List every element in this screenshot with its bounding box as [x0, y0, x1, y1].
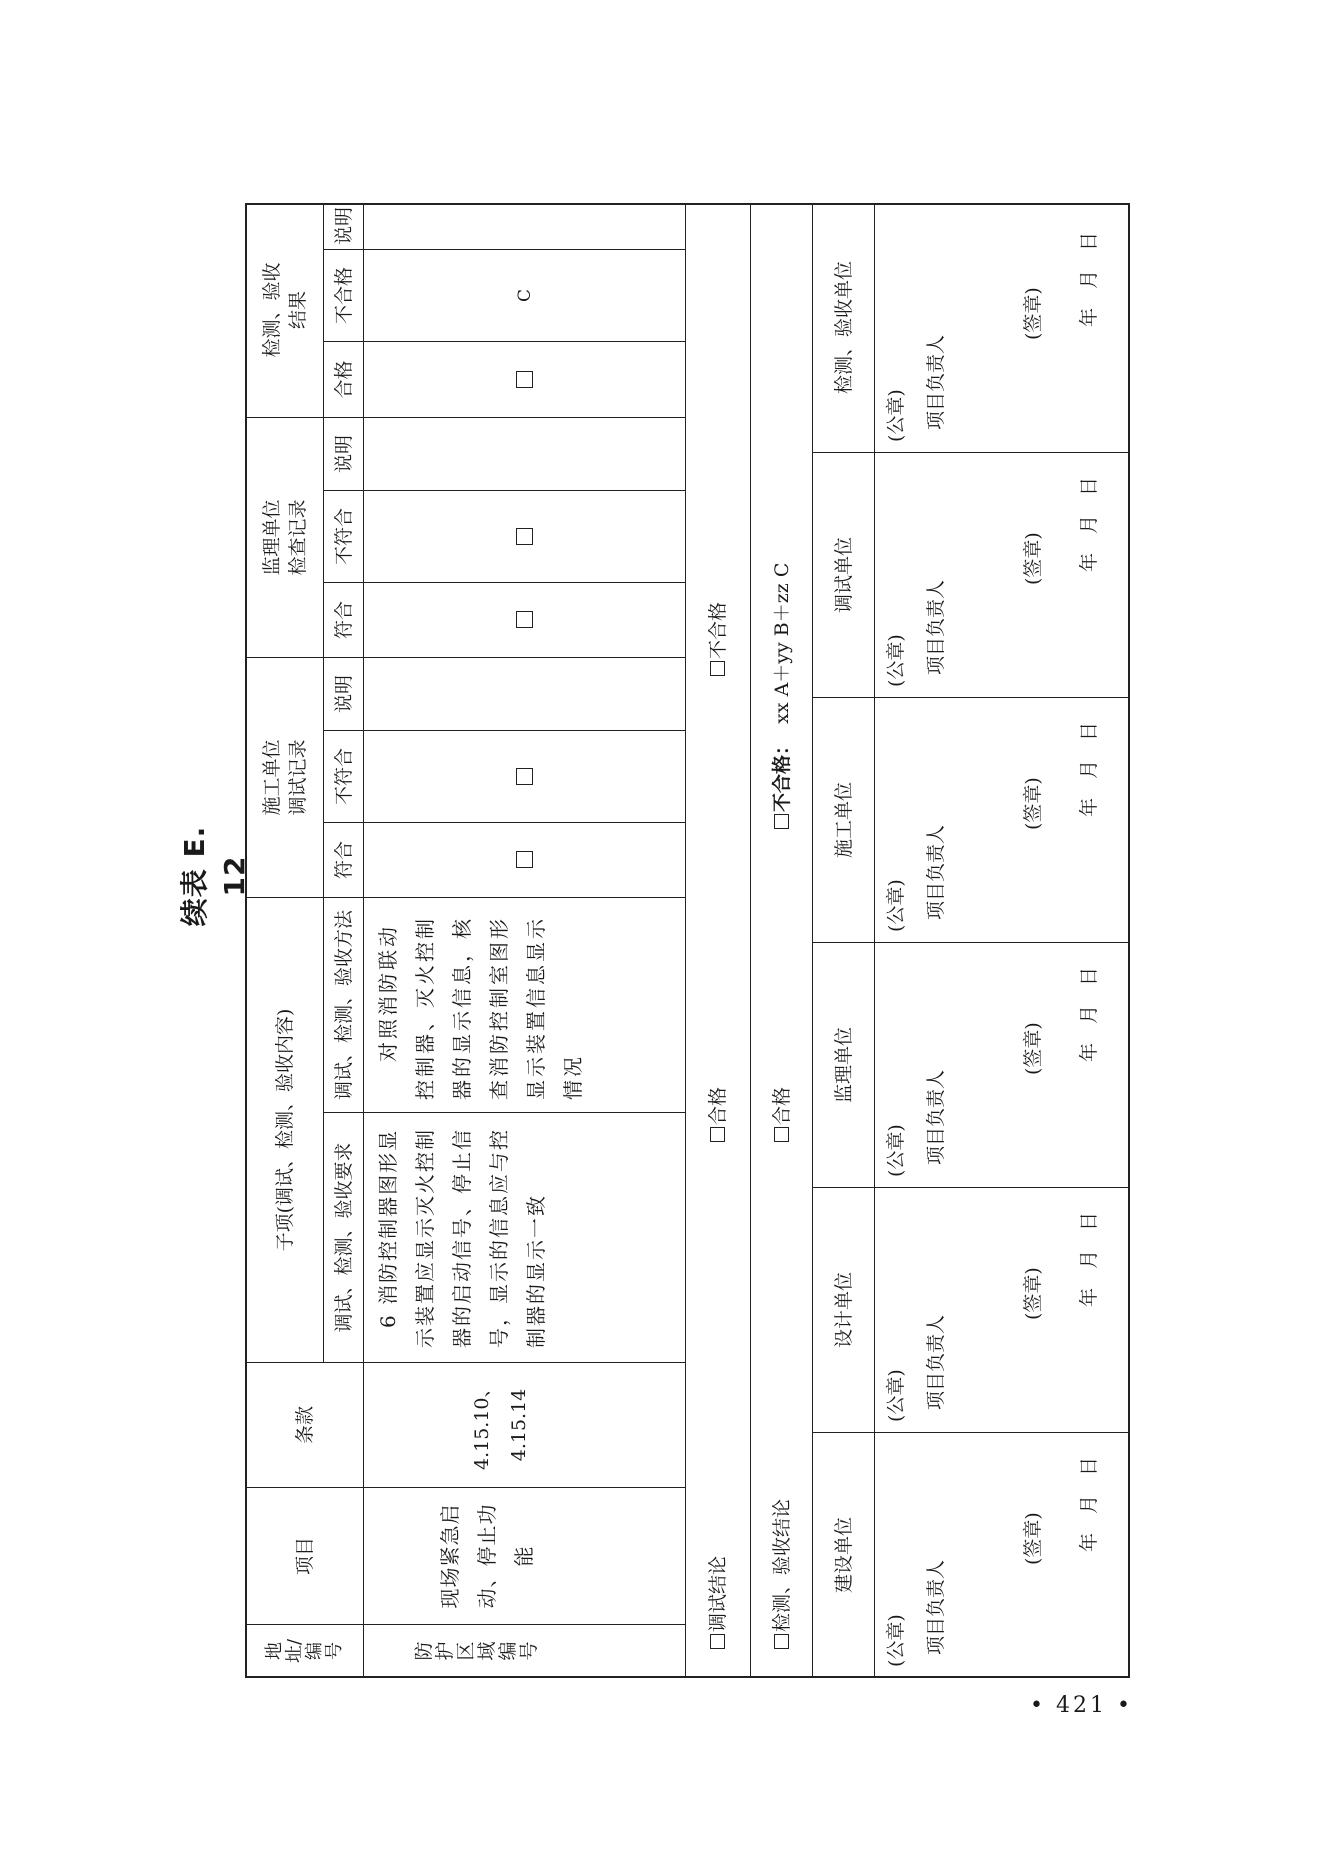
- construction-nonconform-cell: [363, 731, 685, 823]
- header-construction-conform: 符合: [323, 823, 363, 898]
- sign-unit-inspector: 检测、验收单位: [812, 203, 874, 453]
- row-method: 对照消防联动控制器、灭火控制器的显示信息，核查消防控制室图形显示装置信息显示情况: [363, 898, 685, 1113]
- result-qualified-cell: [363, 342, 685, 418]
- supervision-conform-checkbox[interactable]: [516, 612, 533, 629]
- debug-conclusion-label: 调试结论: [705, 1556, 731, 1649]
- supervision-conform-cell: [363, 583, 685, 658]
- signature-cell-designer: (公章) 项目负责人 (签章) 年 月 日: [874, 1188, 1130, 1433]
- debug-qualified-option: 合格: [705, 1087, 731, 1142]
- construction-note-cell: [363, 658, 685, 731]
- result-qualified-checkbox[interactable]: [516, 371, 533, 388]
- debug-unqualified-option: 不合格: [705, 602, 731, 676]
- construction-conform-cell: [363, 823, 685, 898]
- inspect-unqualified-option: 不合格： xx A＋yy B＋zz C: [769, 563, 795, 829]
- row-requirement: 6 消防控制器图形显示装置应显示灭火控制器的启动信号、停止信号，显示的信息应与控制器的显示一致: [363, 1113, 685, 1363]
- debug-conclusion-checkbox[interactable]: [710, 1634, 725, 1649]
- inspect-conclusion-checkbox[interactable]: [774, 1634, 789, 1649]
- signature-cell-debugger: (公章) 项目负责人 (签章) 年 月 日: [874, 453, 1130, 698]
- header-result-qualified: 合格: [323, 342, 363, 418]
- debug-qualified-checkbox[interactable]: [710, 1127, 725, 1142]
- result-unqualified-cell: [363, 250, 685, 342]
- signature-cell-inspector: (公章) 项目负责人 (签章) 年 月 日: [874, 203, 1130, 453]
- header-result: 检测、验收 结果: [245, 203, 323, 418]
- header-supervision-conform: 符合: [323, 583, 363, 658]
- header-method: 调试、检测、验收方法: [323, 898, 363, 1113]
- page-title: 续表 E. 12: [178, 825, 251, 927]
- signature-cell-owner: (公章) 项目负责人 (签章) 年 月 日: [874, 1433, 1130, 1678]
- header-result-unqualified: 不合格: [323, 250, 363, 342]
- inspect-qualified-option: 合格: [769, 1087, 795, 1142]
- header-project: 项目: [245, 1488, 363, 1625]
- sign-unit-supervisor: 监理单位: [812, 943, 874, 1188]
- row-address: 防护区域编号: [363, 1625, 685, 1678]
- sign-unit-owner: 建设单位: [812, 1433, 874, 1678]
- sign-unit-constructor: 施工单位: [812, 698, 874, 943]
- inspect-unqualified-checkbox[interactable]: [774, 814, 789, 829]
- header-result-note: 说明: [323, 203, 363, 250]
- sign-unit-debugger: 调试单位: [812, 453, 874, 698]
- header-clause: 条款: [245, 1363, 363, 1488]
- construction-conform-checkbox[interactable]: [516, 852, 533, 869]
- header-construction-unit: 施工单位 调试记录: [245, 658, 323, 898]
- header-supervision-note: 说明: [323, 418, 363, 491]
- header-construction-note: 说明: [323, 658, 363, 731]
- supervision-note-cell: [363, 418, 685, 491]
- result-note-cell: [363, 203, 685, 250]
- inspect-conclusion-label: 检测、验收结论: [769, 1499, 795, 1649]
- row-clause: 4.15.10、4.15.14: [363, 1363, 685, 1488]
- rotated-table-wrapper: [245, 203, 1130, 1678]
- page-number: • 421 •: [1030, 1693, 1133, 1718]
- inspection-table: [245, 203, 1130, 1678]
- result-unqualified-mark: C: [514, 289, 535, 303]
- header-requirement: 调试、检测、验收要求: [323, 1113, 363, 1363]
- row-project: 现场紧急启动、停止功能: [363, 1488, 685, 1625]
- supervision-nonconform-cell: [363, 491, 685, 583]
- header-supervision-nonconform: 不符合: [323, 491, 363, 583]
- inspect-conclusion-row: [750, 203, 812, 1678]
- construction-nonconform-checkbox[interactable]: [516, 768, 533, 785]
- header-construction-nonconform: 不符合: [323, 731, 363, 823]
- header-supervision-unit: 监理单位 检查记录: [245, 418, 323, 658]
- signature-cell-supervisor: (公章) 项目负责人 (签章) 年 月 日: [874, 943, 1130, 1188]
- debug-unqualified-checkbox[interactable]: [710, 661, 725, 676]
- signature-cell-constructor: (公章) 项目负责人 (签章) 年 月 日: [874, 698, 1130, 943]
- header-address-no: 地址/编号: [245, 1625, 363, 1678]
- supervision-nonconform-checkbox[interactable]: [516, 528, 533, 545]
- inspect-qualified-checkbox[interactable]: [774, 1127, 789, 1142]
- sign-unit-designer: 设计单位: [812, 1188, 874, 1433]
- debug-conclusion-row: [685, 203, 750, 1678]
- header-sub-item: 子项(调试、检测、验收内容): [245, 898, 323, 1363]
